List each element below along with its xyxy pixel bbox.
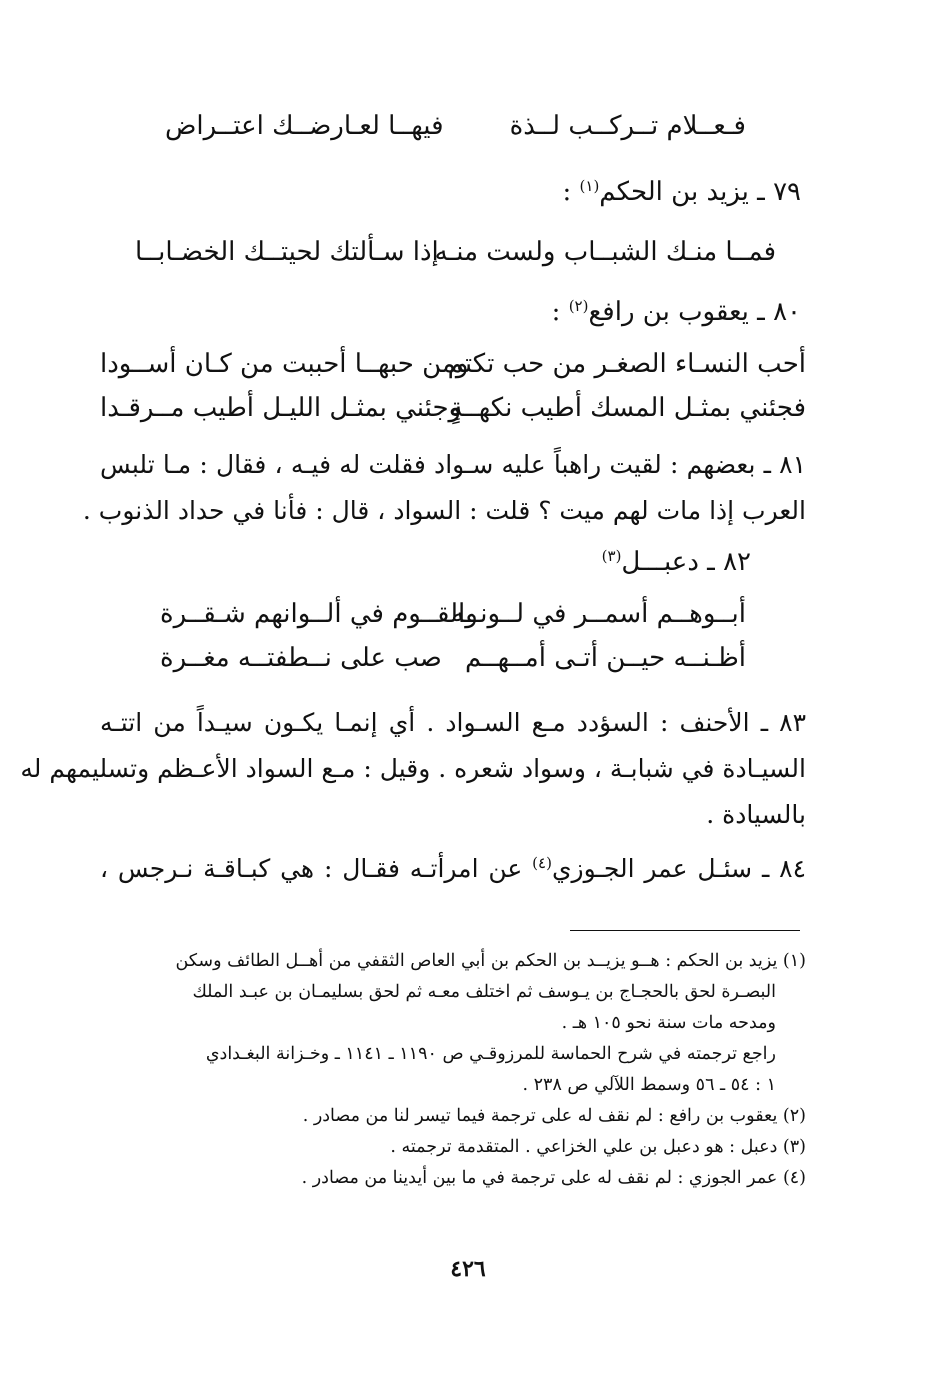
entry-79-title: ٧٩ ـ يزيد بن الحكم (599, 177, 801, 207)
verse-line (100, 386, 806, 430)
entry-80-title: ٨٠ ـ يعقوب بن رافع (588, 297, 801, 327)
colon: : (551, 297, 569, 327)
verse-line (160, 636, 746, 680)
verse-hemistich-right: فجئني بمثـل المسك أطيب نكهــةٍ (449, 393, 806, 423)
entry-82-heading (602, 540, 751, 584)
paragraph-line: ٨٣ ـ الأحنف : السؤدد مـع السـواد . أي إنمـا يكـون سيـداً من اتتـه (100, 708, 806, 737)
verse-line (165, 104, 746, 148)
footnotes (100, 946, 806, 1194)
colon: : (562, 177, 580, 207)
verse-hemistich-left: إذا سـألتك لحيتــك الخضـابــا (135, 237, 439, 267)
footnote-1-line: ١ : ٥٤ ـ ٥٦ وسمط اللآلي ص ٢٣٨ . (522, 1075, 776, 1095)
verse-hemistich-left: وجئني بمثـل الليـل أطيب مــرقـدا (100, 393, 462, 423)
entry-84-text: عن امرأتـه فقـال : هي كبـاقـة نـرجس ، (100, 854, 533, 883)
entry-80-heading (552, 290, 801, 334)
footnote-ref: (٣) (601, 547, 622, 565)
entry-82-title: ٨٢ ـ دعبـــل (621, 547, 751, 577)
verse-hemistich-left: ومن حبهــا أحببت من كـان أســودا (100, 349, 469, 379)
verse-hemistich-right: فمــا منـك الشبــاب ولست منـه (434, 237, 776, 267)
footnote-ref: (٢) (568, 297, 589, 315)
verse-hemistich-left: فيهــا لعـارضــك اعتــراض (165, 111, 444, 141)
footnote-ref: (١) (579, 177, 600, 195)
footnote-divider (570, 930, 800, 931)
verse-line (135, 230, 776, 274)
footnote-4: (٤) عمر الجوزي : لم نقف له على ترجمة في ما بين أيدينا من مصادر . (301, 1168, 806, 1188)
entry-79-heading (562, 170, 801, 214)
verse-hemistich-right: أحب النسـاء الصغـر من حب تكتم (447, 349, 806, 379)
verse-hemistich-right: أبــوهــم أسمــر في لــونــه (451, 599, 746, 629)
footnote-2: (٢) يعقوب بن رافع : لم نقف له على ترجمة فيما تيسر لنا من مصادر . (302, 1106, 806, 1126)
footnote-1-line: (١) يزيد بن الحكم : هــو يزيــد بن الحكم بن أبي العاص الثقفي من أهــل الطائف وسكن (175, 951, 806, 971)
verse-hemistich-right: فـعــلام تــركــب لــذة (509, 111, 746, 141)
footnote-ref: (٤) (532, 854, 552, 872)
footnote-1-line: البصـرة لحق بالحجـاج بن يـوسف ثم اختلف معـه ثم لحق بسليمـان بن عبـد الملك (192, 982, 776, 1002)
entry-83-paragraph (20, 700, 806, 838)
paragraph-line: العرب إذا مات لهم ميت ؟ قلت : السواد ، قال : فأنا في حداد الذنوب . (82, 496, 806, 525)
paragraph-line: السيـادة في شبابـة ، وسواد شعره . وقيل : مـع السواد الأعـظم وتسليمهم له (20, 754, 806, 783)
verse-hemistich-right: أظـنــه حيــن أتـى أمــهــم (465, 643, 746, 673)
verse-hemistich-left: والقــوم في ألــوانهم شـقــرة (160, 599, 478, 629)
paragraph-line: ٨١ ـ بعضهم : لقيت راهباً عليه سـواد فقلت له فيـه ، فقال : مـا تلبس (100, 450, 806, 479)
verse-hemistich-left: صب على نــطفتــه مغــرة (160, 643, 442, 673)
entry-84-title: ٨٤ ـ سئـل عمر الجـوزي (551, 854, 806, 883)
footnote-1-line: ومدحه مات سنة نحو ١٠٥ هـ . (561, 1013, 776, 1033)
verse-line (160, 592, 746, 636)
verse-line (100, 342, 806, 386)
page-number: ٤٢٦ (450, 1256, 486, 1282)
paragraph-line: بالسيادة . (706, 800, 806, 829)
footnote-1-line: راجع ترجمته في شرح الحماسة للمرزوقـي ص ١١٩٠ ـ ١١٤١ ـ وخـزانة البغـدادي (205, 1044, 776, 1064)
entry-81-paragraph (82, 442, 806, 534)
footnote-3: (٣) دعبل : هو دعبل بن علي الخزاعي . المتقدمة ترجمته . (390, 1137, 806, 1157)
paragraph-line (100, 846, 806, 892)
entry-84-paragraph (100, 846, 806, 892)
